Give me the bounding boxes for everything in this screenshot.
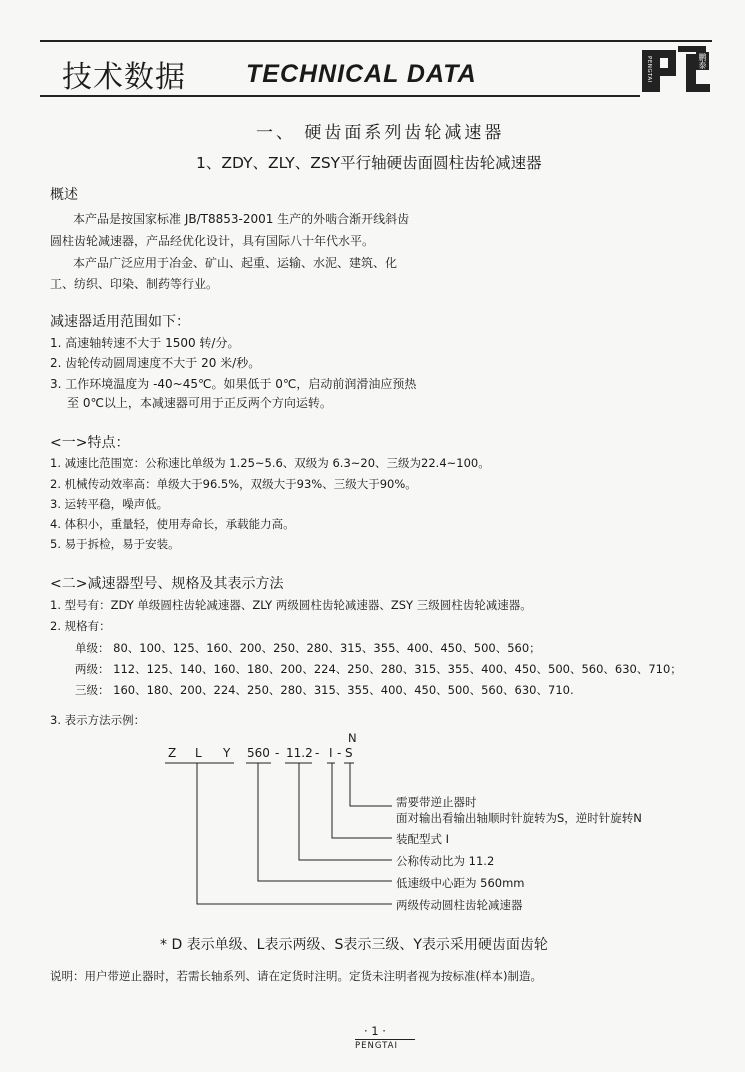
- code-dir: S: [345, 746, 353, 760]
- overview-line-4: 工、纺织、印染、制药等行业。: [50, 277, 219, 291]
- footer-rule: [355, 1039, 415, 1040]
- header-title-cn: 技术数据: [62, 60, 186, 95]
- spec-double: 两级： 112、125、140、160、180、200、224、250、280、315、355、400、450、500、560、630、710；: [75, 662, 682, 676]
- label-ratio: 公称传动比为 11.2: [396, 854, 495, 868]
- header-bottom-rule: [40, 95, 640, 97]
- label-backstop-1: 需要带逆止器时: [396, 795, 477, 809]
- ordering-remark: 说明：用户带逆止器时，若需长轴系列、请在定货时注明。定货未注明者视为按标准(样本)制造。: [50, 969, 542, 983]
- label-backstop-2: 面对输出看输出轴顺时针旋转为S，逆时针旋转N: [396, 811, 642, 825]
- header-title-en: TECHNICAL DATA: [246, 60, 477, 88]
- feature-item-2: 2. 机械传动效率高：单级大于96.5%，双级大于93%、三级大于90%。: [50, 477, 417, 491]
- page-number: · 1 ·: [364, 1024, 386, 1038]
- section-heading-1: 一、 硬齿面系列齿轮减速器: [256, 123, 505, 143]
- logo-brand-en: PENGTAI: [646, 56, 652, 83]
- scope-item-2: 2. 齿轮传动圆周速度不大于 20 米/秒。: [50, 356, 261, 370]
- label-reducer-type: 两级传动圆柱齿轮减速器: [396, 898, 523, 912]
- logo-brand-cn: 鹏泰: [698, 53, 707, 69]
- feature-item-4: 4. 体积小，重量轻，使用寿命长，承载能力高。: [50, 517, 295, 531]
- scope-item-3: 3. 工作环境温度为 -40~45℃。如果低于 0℃，启动前润滑油应预热: [50, 377, 417, 391]
- code-letter-z: Z: [168, 746, 177, 760]
- scope-item-3-cont: 至 0℃以上，本减速器可用于正反两个方向运转。: [67, 396, 332, 410]
- designation-note: * D 表示单级、L表示两级、S表示三级、Y表示采用硬齿面齿轮: [160, 937, 548, 953]
- overview-title: 概述: [50, 187, 78, 203]
- models-title: <二>减速器型号、规格及其表示方法: [50, 576, 284, 592]
- overview-line-3: 本产品广泛应用于冶金、矿山、起重、运输、水泥、建筑、化: [73, 256, 398, 270]
- feature-item-5: 5. 易于拆检，易于安装。: [50, 537, 180, 551]
- code-assembly: I: [329, 746, 333, 760]
- code-letter-l: L: [195, 746, 202, 760]
- code-top-n: N: [348, 731, 357, 745]
- overview-line-2: 圆柱齿轮减速器，产品经优化设计，具有国际八十年代水平。: [50, 234, 375, 248]
- code-ratio: 11.2: [286, 746, 313, 760]
- feature-item-1: 1. 减速比范围宽：公称速比单级为 1.25~5.6、双级为 6.3~20、三级为22.4~100。: [50, 456, 490, 470]
- feature-item-3: 3. 运转平稳，噪声低。: [50, 497, 169, 511]
- code-size: 560: [247, 746, 270, 760]
- code-letter-y: Y: [223, 746, 231, 760]
- spec-triple: 三级： 160、180、200、224、250、280、315、355、400、450、500、560、630、710.: [75, 683, 574, 697]
- features-title: <一>特点：: [50, 435, 130, 451]
- code-dash-2: -: [315, 746, 320, 760]
- scope-item-1: 1. 高速轴转速不大于 1500 转/分。: [50, 336, 240, 350]
- label-center-distance: 低速级中心距为 560mm: [396, 876, 525, 890]
- footer-brand: PENGTAI: [355, 1041, 398, 1051]
- pengtai-logo: [640, 46, 712, 96]
- header-top-rule: [40, 40, 712, 42]
- models-line-2: 2. 规格有：: [50, 619, 111, 633]
- scope-title: 减速器适用范围如下：: [50, 314, 190, 330]
- spec-single: 单级： 80、100、125、160、200、250、280、315、355、400、450、500、560；: [75, 641, 541, 655]
- models-line-3: 3. 表示方法示例：: [50, 713, 146, 727]
- section-heading-2: 1、ZDY、ZLY、ZSY平行轴硬齿面圆柱齿轮减速器: [196, 154, 542, 172]
- overview-line-1: 本产品是按国家标准 JB/T8853-2001 生产的外啮合渐开线斜齿: [73, 212, 410, 226]
- code-dash-3: -: [337, 746, 342, 760]
- code-dash-1: -: [275, 746, 280, 760]
- label-assembly: 装配型式 I: [396, 832, 450, 846]
- models-line-1: 1. 型号有：ZDY 单级圆柱齿轮减速器、ZLY 两级圆柱齿轮减速器、ZSY 三级圆柱齿轮减速器。: [50, 598, 532, 612]
